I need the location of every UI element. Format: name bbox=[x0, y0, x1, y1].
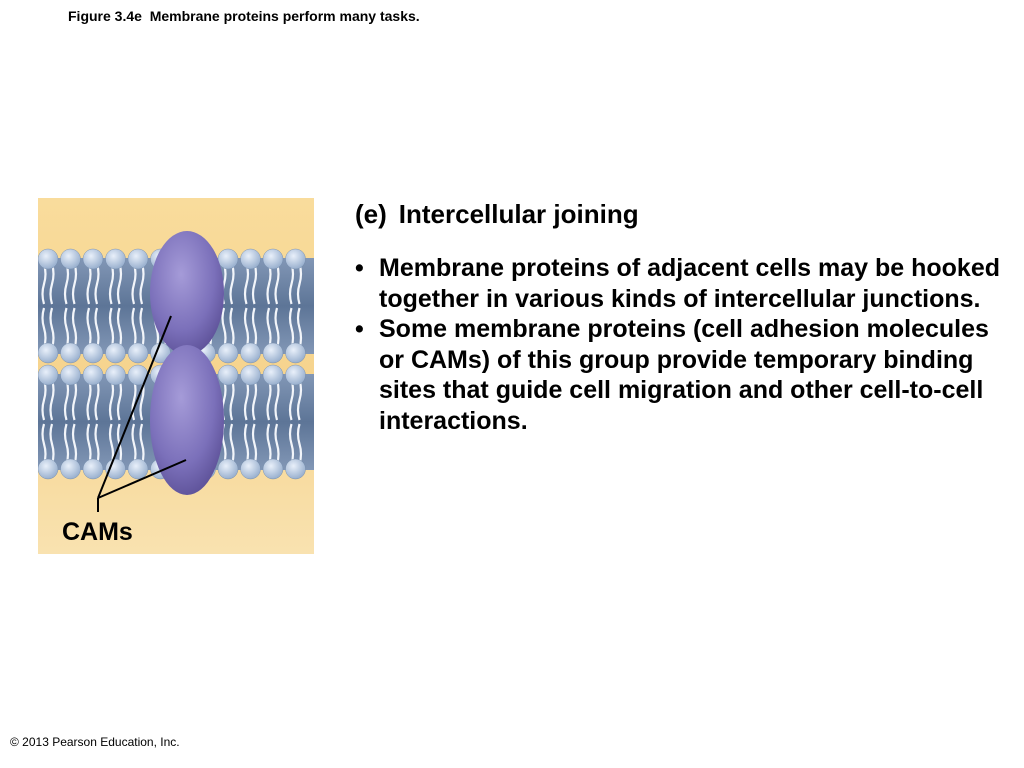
phospholipid-head bbox=[286, 343, 306, 363]
phospholipid-head bbox=[38, 459, 58, 479]
phospholipid-head bbox=[241, 365, 261, 385]
phospholipid-head bbox=[286, 459, 306, 479]
phospholipid-head bbox=[106, 365, 126, 385]
phospholipid-head bbox=[241, 249, 261, 269]
phospholipid-head bbox=[218, 459, 238, 479]
phospholipid-head bbox=[106, 249, 126, 269]
phospholipid-head bbox=[218, 249, 238, 269]
bullet-marker: • bbox=[355, 315, 364, 343]
bullet-item bbox=[355, 253, 1005, 314]
phospholipid-head bbox=[241, 459, 261, 479]
bullet-item bbox=[355, 314, 1005, 436]
phospholipid-head bbox=[218, 365, 238, 385]
phospholipid-head bbox=[263, 249, 283, 269]
bullet-list bbox=[355, 253, 1005, 436]
phospholipid-head bbox=[263, 365, 283, 385]
cams-label: CAMs bbox=[62, 518, 133, 546]
phospholipid-head bbox=[286, 365, 306, 385]
phospholipid-head bbox=[38, 365, 58, 385]
section-heading bbox=[355, 199, 639, 230]
phospholipid-head bbox=[263, 343, 283, 363]
phospholipid-head bbox=[61, 343, 81, 363]
figure-caption: Figure 3.4e Membrane proteins perform many tasks. bbox=[68, 8, 420, 24]
phospholipid-head bbox=[106, 459, 126, 479]
phospholipid-head bbox=[241, 343, 261, 363]
cam-protein-lower bbox=[150, 345, 224, 495]
phospholipid-head bbox=[38, 249, 58, 269]
bullet-text: Membrane proteins of adjacent cells may be hooked together in various kinds of intercellular junctions. bbox=[379, 254, 1001, 313]
phospholipid-head bbox=[83, 365, 103, 385]
phospholipid-head bbox=[38, 343, 58, 363]
phospholipid-head bbox=[83, 459, 103, 479]
phospholipid-head bbox=[128, 249, 148, 269]
phospholipid-head bbox=[61, 459, 81, 479]
phospholipid-head bbox=[83, 343, 103, 363]
membrane-illustration bbox=[38, 198, 314, 554]
cam-protein-upper bbox=[150, 231, 224, 355]
phospholipid-head bbox=[218, 343, 238, 363]
phospholipid-head bbox=[263, 459, 283, 479]
membrane-diagram bbox=[38, 198, 314, 554]
phospholipid-head bbox=[128, 459, 148, 479]
phospholipid-head bbox=[83, 249, 103, 269]
phospholipid-head bbox=[61, 249, 81, 269]
phospholipid-head bbox=[106, 343, 126, 363]
copyright: © 2013 Pearson Education, Inc. bbox=[10, 735, 180, 749]
bullet-text: Some membrane proteins (cell adhesion molecules or CAMs) of this group provide temporary binding sites that guide cell migration and other cell-to-cell interactions. bbox=[379, 315, 989, 435]
section-letter: (e) bbox=[355, 199, 387, 229]
phospholipid-head bbox=[128, 343, 148, 363]
phospholipid-head bbox=[286, 249, 306, 269]
section-title: Intercellular joining bbox=[398, 199, 639, 229]
bullet-marker: • bbox=[355, 254, 364, 282]
phospholipid-head bbox=[61, 365, 81, 385]
